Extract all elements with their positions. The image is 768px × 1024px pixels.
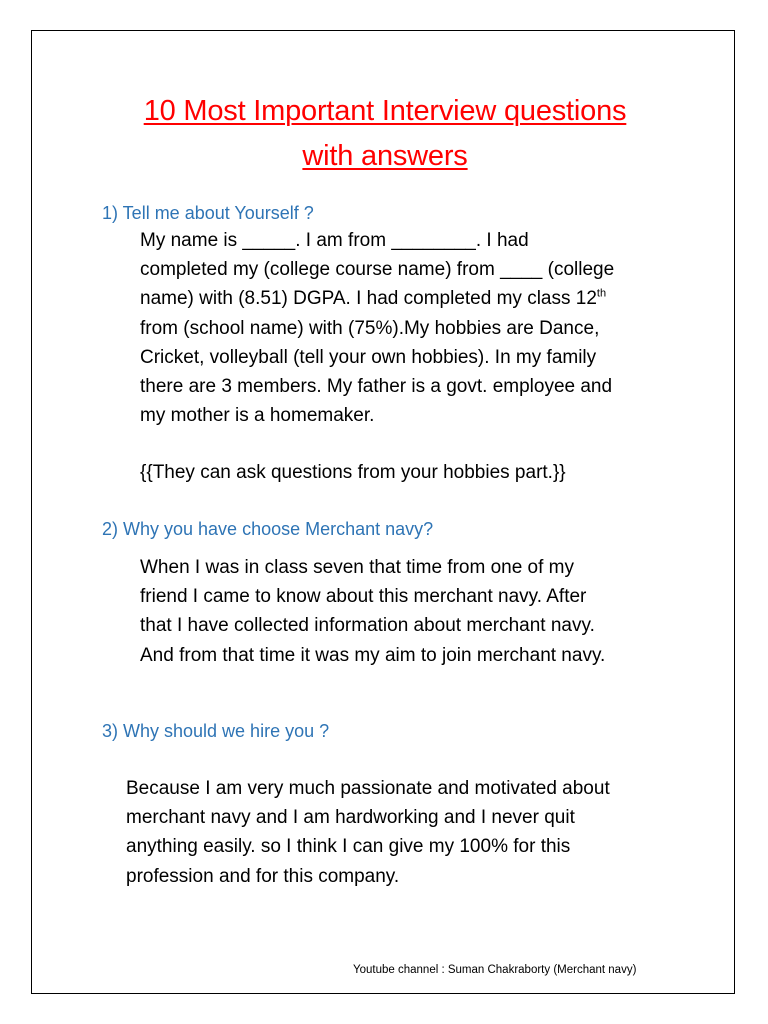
- answer-2-line: friend I came to know about this merchant navy. After: [140, 586, 587, 608]
- question-1: 1) Tell me about Yourself ?: [102, 203, 314, 223]
- answer-1-line: my mother is a homemaker.: [140, 405, 375, 427]
- answer-3: [126, 774, 610, 891]
- answer-3-line: merchant navy and I am hardworking and I never quit: [126, 807, 575, 829]
- answer-1: [140, 226, 614, 430]
- answer-2-line: When I was in class seven that time from one of my: [140, 557, 575, 578]
- answer-3-line: profession and for this company.: [126, 865, 400, 887]
- footer-credit: Youtube channel : Suman Chakraborty (Merchant navy): [353, 964, 637, 976]
- answer-1-line: My name is _____. I am from ________. I had: [140, 230, 529, 251]
- document-title-line-2: with answers: [302, 140, 468, 172]
- document-title-line-1: 10 Most Important Interview questions: [143, 95, 627, 127]
- answer-2-line: And from that time it was my aim to join merchant navy.: [140, 644, 606, 666]
- answer-2: [140, 553, 605, 670]
- answer-1-line: from (school name) with (75%).My hobbies are Dance,: [140, 317, 600, 339]
- question-2: 2) Why you have choose Merchant navy?: [102, 519, 434, 539]
- answer-3-line: anything easily. so I think I can give my 100% for this: [126, 836, 571, 858]
- answer-1-note: {{They can ask questions from your hobbies part.}}: [140, 462, 566, 483]
- question-3: 3) Why should we hire you ?: [102, 721, 330, 741]
- answer-3-line: Because I am very much passionate and motivated about: [126, 778, 610, 799]
- answer-1-line: Cricket, volleyball (tell your own hobbies). In my family: [140, 346, 597, 368]
- answer-1-line-text: name) with (8.51) DGPA. I had completed my class 12: [140, 288, 597, 310]
- ordinal-superscript: th: [596, 288, 607, 301]
- answer-1-line: there are 3 members. My father is a govt. employee and: [140, 376, 613, 398]
- answer-1-line: [140, 284, 614, 313]
- answer-1-line: completed my (college course name) from ____ (college: [140, 259, 615, 281]
- answer-2-line: that I have collected information about merchant navy.: [140, 615, 595, 637]
